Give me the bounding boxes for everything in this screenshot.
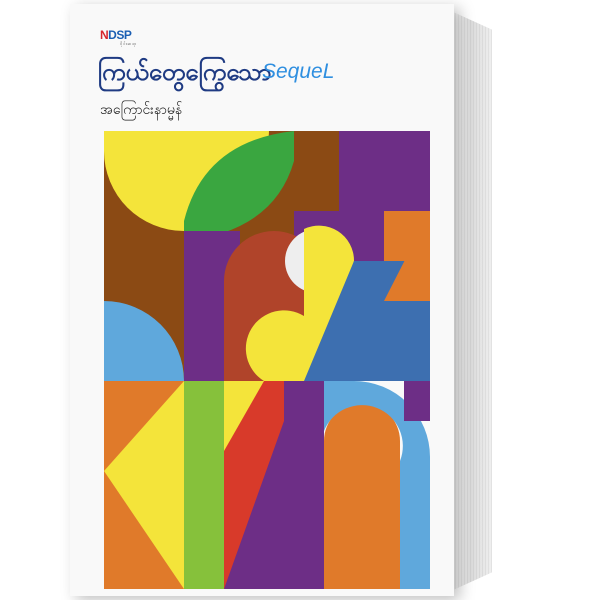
book-title: ကြယ်တွေကြွေသော [98, 58, 272, 86]
art-lime-strip [184, 381, 224, 589]
cover-artwork [104, 131, 430, 589]
book-title-sequel: SequeL [262, 60, 335, 83]
logo-subtitle: ဝိုင်းဆရာ [120, 41, 138, 46]
book-author: အကြောင်းနာမ္မန် [100, 102, 183, 118]
art-brown-block [294, 131, 339, 211]
art-orange-arch-bottom [324, 403, 400, 589]
art-purple-corner [404, 381, 430, 421]
art-purple-bottom [284, 381, 324, 589]
publisher-logo [100, 28, 137, 47]
logo-letter-n: N [100, 28, 109, 42]
logo-letters-dsp: DSP [108, 28, 132, 42]
